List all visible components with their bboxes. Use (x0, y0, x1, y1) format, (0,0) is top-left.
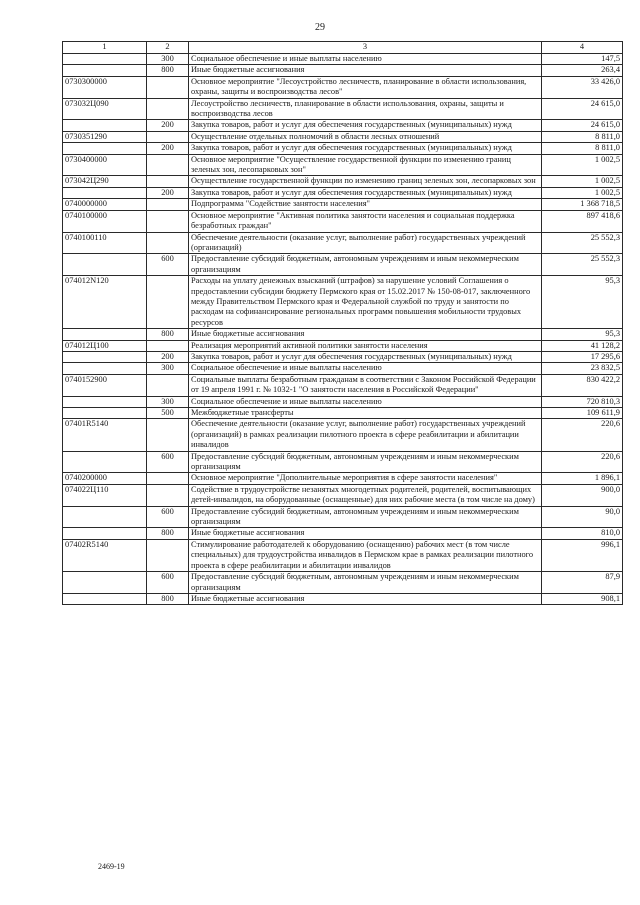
cell-type: 800 (147, 65, 189, 76)
cell-amount: 25 552,3 (542, 254, 623, 276)
cell-name: Обеспечение деятельности (оказание услуг, выполнение работ) государственных учреждений (организаций) (189, 232, 542, 254)
column-header-type: 2 (147, 42, 189, 54)
column-header-name: 3 (189, 42, 542, 54)
table-row (63, 351, 623, 362)
cell-name: Закупка товаров, работ и услуг для обеспечения государственных (муниципальных) нужд (189, 120, 542, 131)
document-footer-code: 2469-19 (98, 862, 125, 871)
table-row (63, 363, 623, 374)
cell-type (147, 340, 189, 351)
cell-code (63, 187, 147, 198)
cell-type: 800 (147, 593, 189, 604)
cell-amount: 1 002,5 (542, 187, 623, 198)
cell-code (63, 120, 147, 131)
cell-type (147, 98, 189, 120)
cell-code (63, 396, 147, 407)
cell-amount: 897 418,6 (542, 210, 623, 232)
cell-amount: 95,3 (542, 276, 623, 329)
table-row (63, 120, 623, 131)
cell-amount: 220,6 (542, 451, 623, 473)
cell-amount: 109 611,9 (542, 408, 623, 419)
cell-amount: 1 002,5 (542, 176, 623, 187)
cell-code: 073042Ц290 (63, 176, 147, 187)
cell-name: Закупка товаров, работ и услуг для обеспечения государственных (муниципальных) нужд (189, 351, 542, 362)
cell-type (147, 484, 189, 506)
cell-amount: 25 552,3 (542, 232, 623, 254)
cell-type: 800 (147, 528, 189, 539)
cell-name: Иные бюджетные ассигнования (189, 65, 542, 76)
cell-amount: 147,5 (542, 54, 623, 65)
cell-type (147, 76, 189, 98)
cell-type (147, 539, 189, 571)
table-row (63, 419, 623, 451)
cell-type (147, 210, 189, 232)
table-row (63, 572, 623, 594)
table-row (63, 340, 623, 351)
cell-amount: 908,1 (542, 593, 623, 604)
table-row (63, 54, 623, 65)
table-header-row (63, 42, 623, 54)
cell-name: Предоставление субсидий бюджетным, автономным учреждениям и иным некоммерческим организациям (189, 451, 542, 473)
cell-code: 0740152900 (63, 374, 147, 396)
cell-type: 200 (147, 351, 189, 362)
cell-name: Подпрограмма "Содействие занятости населения" (189, 199, 542, 210)
cell-amount: 95,3 (542, 329, 623, 340)
cell-name: Основное мероприятие "Дополнительные мероприятия в сфере занятости населения" (189, 473, 542, 484)
cell-amount: 24 615,0 (542, 120, 623, 131)
cell-amount: 41 128,2 (542, 340, 623, 351)
table-row (63, 539, 623, 571)
cell-name: Социальное обеспечение и иные выплаты населению (189, 363, 542, 374)
cell-amount: 8 811,0 (542, 143, 623, 154)
cell-code (63, 593, 147, 604)
table-body (63, 54, 623, 605)
table-row (63, 484, 623, 506)
cell-amount: 1 896,1 (542, 473, 623, 484)
cell-type (147, 176, 189, 187)
cell-type (147, 276, 189, 329)
cell-code (63, 528, 147, 539)
cell-amount: 1 368 718,5 (542, 199, 623, 210)
cell-code (63, 351, 147, 362)
table-row (63, 154, 623, 176)
cell-amount: 24 615,0 (542, 98, 623, 120)
cell-type (147, 154, 189, 176)
cell-amount: 720 810,3 (542, 396, 623, 407)
cell-name: Иные бюджетные ассигнования (189, 593, 542, 604)
cell-code: 0740000000 (63, 199, 147, 210)
table-row (63, 451, 623, 473)
cell-amount: 33 426,0 (542, 76, 623, 98)
cell-type: 600 (147, 506, 189, 528)
cell-code (63, 65, 147, 76)
cell-code: 074012N120 (63, 276, 147, 329)
cell-name: Предоставление субсидий бюджетным, автономным учреждениям и иным некоммерческим организациям (189, 254, 542, 276)
cell-type: 800 (147, 329, 189, 340)
table-row (63, 76, 623, 98)
cell-code (63, 451, 147, 473)
cell-amount: 1 002,5 (542, 154, 623, 176)
cell-type: 500 (147, 408, 189, 419)
table-row (63, 329, 623, 340)
cell-code (63, 363, 147, 374)
cell-code (63, 506, 147, 528)
table-row (63, 65, 623, 76)
cell-name: Стимулирование работодателей к оборудованию (оснащению) рабочих мест (в том числе специальных) для трудоустройства инвалидов в Пермском крае в рамках реализации пилотного проекта в сфере реабилитации и абилитации инвалидов (189, 539, 542, 571)
cell-type: 300 (147, 54, 189, 65)
cell-name: Предоставление субсидий бюджетным, автономным учреждениям и иным некоммерческим организациям (189, 506, 542, 528)
cell-name: Осуществление отдельных полномочий в области лесных отношений (189, 131, 542, 142)
cell-code (63, 254, 147, 276)
table-row (63, 276, 623, 329)
cell-type (147, 199, 189, 210)
cell-name: Предоставление субсидий бюджетным, автономным учреждениям и иным некоммерческим организациям (189, 572, 542, 594)
cell-code (63, 329, 147, 340)
cell-code (63, 54, 147, 65)
cell-code: 0740100110 (63, 232, 147, 254)
cell-name: Социальное обеспечение и иные выплаты населению (189, 54, 542, 65)
cell-type: 300 (147, 363, 189, 374)
cell-amount: 900,0 (542, 484, 623, 506)
table-row (63, 187, 623, 198)
cell-amount: 220,6 (542, 419, 623, 451)
cell-name: Осуществление государственной функции по изменению границ зеленых зон, лесопарковых зон (189, 176, 542, 187)
cell-name: Основное мероприятие "Активная политика занятости населения и социальная поддержка безработных граждан" (189, 210, 542, 232)
table-row (63, 528, 623, 539)
cell-name: Реализация мероприятий активной политики занятости населения (189, 340, 542, 351)
table-row (63, 143, 623, 154)
page-number: 29 (315, 22, 325, 33)
table-row (63, 408, 623, 419)
table-row (63, 254, 623, 276)
table-row (63, 210, 623, 232)
table-row (63, 506, 623, 528)
cell-type (147, 131, 189, 142)
cell-amount: 87,9 (542, 572, 623, 594)
cell-name: Иные бюджетные ассигнования (189, 528, 542, 539)
cell-type: 200 (147, 143, 189, 154)
cell-name: Основное мероприятие "Лесоустройство лесничеств, планирование в области использования, охраны, защиты и воспроизводства лесов" (189, 76, 542, 98)
cell-code: 0730400000 (63, 154, 147, 176)
cell-type (147, 419, 189, 451)
cell-amount: 830 422,2 (542, 374, 623, 396)
cell-amount: 23 832,5 (542, 363, 623, 374)
cell-type: 200 (147, 120, 189, 131)
table-row (63, 374, 623, 396)
table-row (63, 593, 623, 604)
table-row (63, 396, 623, 407)
cell-name: Иные бюджетные ассигнования (189, 329, 542, 340)
cell-code: 0740200000 (63, 473, 147, 484)
cell-type: 600 (147, 572, 189, 594)
cell-code: 074022Ц110 (63, 484, 147, 506)
cell-amount: 263,4 (542, 65, 623, 76)
budget-table (62, 41, 623, 605)
cell-type (147, 473, 189, 484)
cell-name: Обеспечение деятельности (оказание услуг, выполнение работ) государственных учреждений (организаций) в рамках реализации пилотного проекта в сфере реабилитации и абилитации инвалидов (189, 419, 542, 451)
cell-amount: 8 811,0 (542, 131, 623, 142)
cell-name: Закупка товаров, работ и услуг для обеспечения государственных (муниципальных) нужд (189, 143, 542, 154)
cell-code: 07401R5140 (63, 419, 147, 451)
cell-name: Содействие в трудоустройстве незанятых многодетных родителей, родителей, воспитывающих детей-инвалидов, на оборудованные (оснащенные) для них рабочие места (в том числе на дому) (189, 484, 542, 506)
cell-amount: 996,1 (542, 539, 623, 571)
cell-type: 200 (147, 187, 189, 198)
cell-code (63, 408, 147, 419)
cell-code: 0730300000 (63, 76, 147, 98)
cell-name: Основное мероприятие "Осуществление государственной функции по изменению границ зеленых зон, лесопарковых зон" (189, 154, 542, 176)
cell-name: Закупка товаров, работ и услуг для обеспечения государственных (муниципальных) нужд (189, 187, 542, 198)
table-row (63, 232, 623, 254)
cell-code (63, 143, 147, 154)
table-row (63, 473, 623, 484)
column-header-amount: 4 (542, 42, 623, 54)
cell-name: Расходы на уплату денежных взысканий (штрафов) за нарушение условий Соглашения о предоставлении субсидии бюджету Пермского края от 15.02.2017 № 150-08-017, заключенного между Правительством Пермского края и Федеральной службой по труду и занятости по расходам на софинансирование региональных программ повышения мобильности трудовых ресурсов (189, 276, 542, 329)
table-row (63, 98, 623, 120)
cell-code: 073032Ц090 (63, 98, 147, 120)
cell-name: Лесоустройство лесничеств, планирование в области использования, охраны, защиты и воспроизводства лесов (189, 98, 542, 120)
cell-code: 0740100000 (63, 210, 147, 232)
table-row (63, 176, 623, 187)
cell-amount: 90,0 (542, 506, 623, 528)
cell-code: 0730351290 (63, 131, 147, 142)
table-row (63, 199, 623, 210)
cell-type: 300 (147, 396, 189, 407)
cell-name: Межбюджетные трансферты (189, 408, 542, 419)
cell-type (147, 232, 189, 254)
cell-name: Социальное обеспечение и иные выплаты населению (189, 396, 542, 407)
cell-amount: 17 295,6 (542, 351, 623, 362)
cell-type (147, 374, 189, 396)
table-row (63, 131, 623, 142)
cell-name: Социальные выплаты безработным гражданам в соответствии с Законом Российской Федерации от 19 апреля 1991 г. № 1032-1 "О занятости населения в Российской Федерации" (189, 374, 542, 396)
cell-type: 600 (147, 451, 189, 473)
cell-code (63, 572, 147, 594)
cell-code: 07402R5140 (63, 539, 147, 571)
cell-type: 600 (147, 254, 189, 276)
cell-amount: 810,0 (542, 528, 623, 539)
cell-code: 074012Ц100 (63, 340, 147, 351)
column-header-code: 1 (63, 42, 147, 54)
